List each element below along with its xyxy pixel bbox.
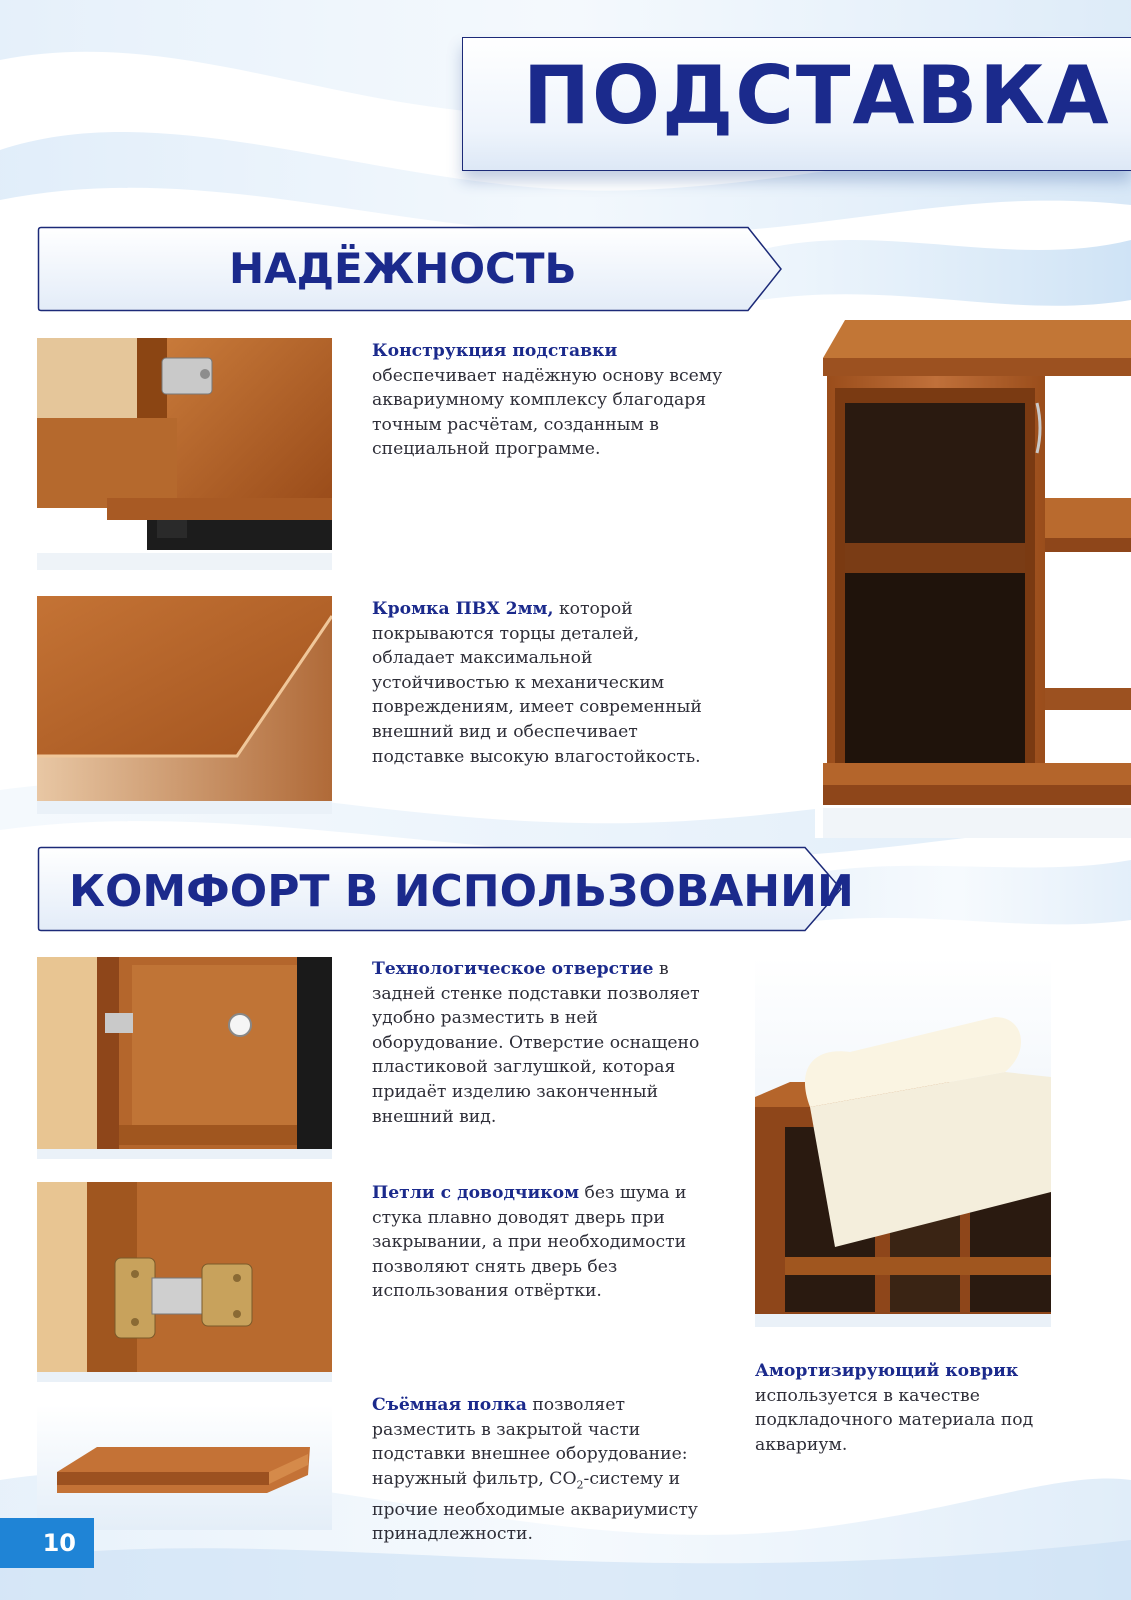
text-line: разместить в закрытой части [372, 1419, 641, 1440]
text-line: принадлежности. [372, 1524, 533, 1545]
text-technological-hole [372, 957, 752, 1129]
text-line: оборудование. Отверстие оснащено [372, 1032, 700, 1053]
text-co2-tail: -систему и [583, 1468, 681, 1489]
text-tail: позволяет [532, 1395, 625, 1415]
text-line: покрываются торцы деталей, [372, 623, 640, 644]
photo-soft-close-hinge [37, 1182, 332, 1382]
text-line: задней стенке подставки позволяет [372, 983, 700, 1004]
section-ribbon-comfort [37, 846, 854, 932]
text-heading: Технологическое отверстие [372, 959, 654, 979]
text-line: используется в качестве [755, 1385, 980, 1406]
photo-stand-construction [37, 338, 332, 570]
text-line: внешний вид. [372, 1106, 497, 1127]
text-line: пластиковой заглушкой, которая [372, 1057, 676, 1078]
page-number: 10 [0, 1518, 94, 1568]
text-heading: Амортизирующий коврик [755, 1361, 1019, 1381]
page-title-box [462, 37, 1131, 171]
text-line: стука плавно доводят дверь при [372, 1207, 665, 1228]
text-co2: наружный фильтр, CO [372, 1468, 577, 1489]
text-line: точным расчётам, созданным в [372, 414, 659, 435]
photo-pvc-edge [37, 596, 332, 814]
text-line: позволяют снять дверь без [372, 1256, 618, 1277]
text-line: внешний вид и обеспечивает [372, 721, 638, 742]
text-line: подставке высокую влагостойкость. [372, 746, 701, 767]
text-line: использования отвёртки. [372, 1281, 602, 1302]
text-removable-shelf [372, 1393, 752, 1547]
text-line: обладает максимальной [372, 648, 593, 669]
text-heading: Конструкция подставки [372, 341, 618, 361]
text-line: обеспечивает надёжную основу всему [372, 365, 723, 386]
text-line: подкладочного материала под [755, 1410, 1034, 1431]
text-line: закрывании, а при необходимости [372, 1232, 687, 1253]
text-tail: без шума и [584, 1183, 687, 1203]
text-line: придаёт изделию законченный [372, 1081, 659, 1102]
section-ribbon-reliability [37, 226, 783, 312]
photo-technological-hole [37, 957, 332, 1159]
photo-damping-mat [755, 957, 1051, 1327]
text-heading: Съёмная полка [372, 1395, 527, 1415]
section-heading-comfort: КОМФОРТ В ИСПОЛЬЗОВАНИИ [69, 866, 854, 917]
page-title: ПОДСТАВКА [523, 49, 1111, 142]
text-heading: Кромка ПВХ 2мм, [372, 599, 554, 619]
section-heading-reliability: НАДЁЖНОСТЬ [229, 244, 577, 293]
text-line: аквариум. [755, 1434, 848, 1455]
text-tail: в [658, 959, 669, 979]
text-heading: Петли с доводчиком [372, 1183, 580, 1203]
text-line: специальной программе. [372, 439, 601, 460]
text-line: повреждениям, имеет современный [372, 697, 702, 718]
photo-cabinet-stand [815, 318, 1131, 838]
text-line [372, 1467, 752, 1498]
text-line: подставки внешнее оборудование: [372, 1444, 688, 1465]
text-line: устойчивостью к механическим [372, 672, 665, 693]
text-soft-close-hinge [372, 1181, 752, 1304]
text-line: удобно разместить в ней [372, 1008, 598, 1029]
text-co2-subscript: 2 [576, 1478, 584, 1492]
photo-removable-shelf [37, 1405, 332, 1530]
text-damping-mat [755, 1359, 1085, 1457]
text-tail: которой [558, 599, 633, 619]
text-pvc-edge [372, 597, 752, 769]
text-stand-construction [372, 339, 752, 462]
text-line: прочие необходимые аквариумисту [372, 1499, 698, 1520]
text-line: аквариумному комплексу благодаря [372, 390, 707, 411]
